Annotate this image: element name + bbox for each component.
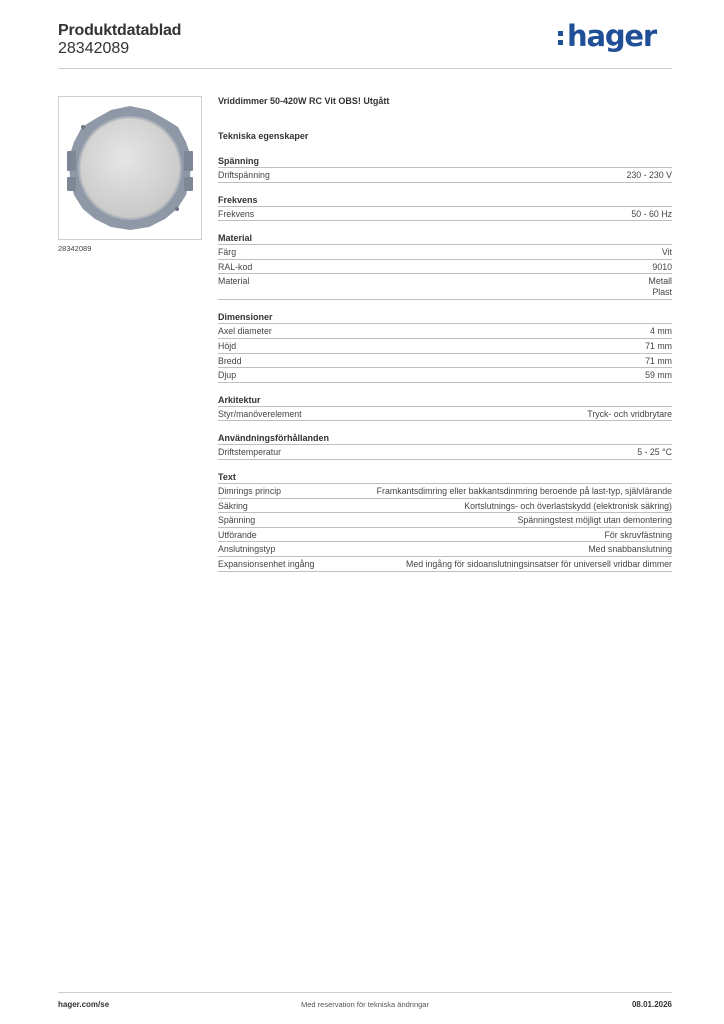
spec-label: Utförande <box>218 529 257 540</box>
section-arkitektur <box>218 393 672 422</box>
spec-value: 59 mm <box>645 370 672 381</box>
spec-row <box>218 484 672 499</box>
spec-value: Med ingång för sidoanslutningsinsatser för universell vridbar dimmer <box>406 558 672 569</box>
footer-disclaimer: Med reservation för tekniska ändringar <box>301 1000 429 1009</box>
spec-value: För skruvfästning <box>604 529 672 540</box>
spec-value: 71 mm <box>645 355 672 366</box>
spec-value: 50 - 60 Hz <box>631 208 672 219</box>
section-title: Text <box>218 470 672 484</box>
spec-row <box>218 499 672 514</box>
section-title: Frekvens <box>218 193 672 207</box>
spec-value-line: Plast <box>652 287 672 298</box>
spec-label: Bredd <box>218 355 242 366</box>
footer-website[interactable]: hager.com/se <box>58 1000 110 1009</box>
product-name: Vriddimmer 50-420W RC Vit OBS! Utgått <box>218 96 390 106</box>
spec-label: Säkring <box>218 500 248 511</box>
spec-value: 5 - 25 °C <box>637 447 672 458</box>
spec-value: Kortslutnings- och överlastskydd (elektronisk säkring) <box>464 500 672 511</box>
section-title: Arkitektur <box>218 393 672 407</box>
spec-row <box>218 324 672 339</box>
section-anvandningsforhallanden <box>218 431 672 460</box>
dimmer-illustration <box>59 97 201 239</box>
spec-value <box>649 276 672 298</box>
spec-value: Med snabbanslutning <box>588 544 672 555</box>
spec-value: Vit <box>661 247 672 258</box>
technical-properties-heading: Tekniska egenskaper <box>218 131 309 141</box>
spec-value: 71 mm <box>645 340 672 351</box>
spec-row <box>218 354 672 369</box>
spec-row <box>218 407 672 422</box>
section-title: Spänning <box>218 154 672 168</box>
spec-label: Axel diameter <box>218 326 272 337</box>
spec-row <box>218 557 672 572</box>
product-image <box>58 96 202 240</box>
spec-label: RAL-kod <box>218 261 253 272</box>
spec-label: Material <box>218 276 250 287</box>
spec-value: 230 - 230 V <box>626 170 672 180</box>
spec-row <box>218 245 672 260</box>
section-title: Dimensioner <box>218 310 672 324</box>
spec-row <box>218 542 672 557</box>
image-caption: 28342089 <box>58 244 92 253</box>
spec-value: Spänningstest möjligt utan demontering <box>517 515 672 526</box>
section-frekvens <box>218 193 672 222</box>
spec-label: Djup <box>218 370 237 381</box>
spec-label: Färg <box>218 247 237 258</box>
logo-colon-icon <box>557 25 565 47</box>
document-title: Produktdatablad <box>58 22 182 39</box>
spec-row <box>218 260 672 275</box>
spec-label: Anslutningstyp <box>218 544 276 555</box>
spec-label: Driftstemperatur <box>218 447 282 458</box>
spec-value-line: Metall <box>648 276 672 287</box>
spec-label: Expansionsenhet ingång <box>218 558 315 569</box>
spec-value: 4 mm <box>650 326 672 337</box>
spec-label: Frekvens <box>218 208 255 219</box>
spec-row <box>218 168 672 183</box>
footer-date: 08.01.2026 <box>631 1000 672 1009</box>
spec-row <box>218 528 672 543</box>
section-text <box>218 470 672 572</box>
spec-row <box>218 445 672 460</box>
section-spanning <box>218 154 672 183</box>
spec-label: Spänning <box>218 515 256 526</box>
logo-text: hager <box>567 19 656 53</box>
hager-logo <box>557 19 656 53</box>
page-header <box>58 19 672 69</box>
spec-label: Driftspänning <box>218 170 270 180</box>
section-dimensioner <box>218 310 672 382</box>
spec-row <box>218 368 672 383</box>
spec-row <box>218 207 672 222</box>
section-title: Användningsförhållanden <box>218 431 672 445</box>
document-number: 28342089 <box>58 40 130 57</box>
page-footer <box>58 992 672 1012</box>
section-title: Material <box>218 231 672 245</box>
section-material <box>218 231 672 300</box>
spec-label: Höjd <box>218 340 237 351</box>
spec-label: Dimrings princip <box>218 485 282 496</box>
spec-value: Tryck- och vridbrytare <box>587 408 672 419</box>
spec-value: Framkantsdimring eller bakkantsdinmring beroende på last-typ, självlärande <box>376 485 672 496</box>
spec-row <box>218 339 672 354</box>
spec-value: 9010 <box>652 261 672 272</box>
spec-row <box>218 513 672 528</box>
specifications <box>218 96 672 572</box>
spec-label: Styr/manöverelement <box>218 408 302 419</box>
spec-row <box>218 274 672 300</box>
